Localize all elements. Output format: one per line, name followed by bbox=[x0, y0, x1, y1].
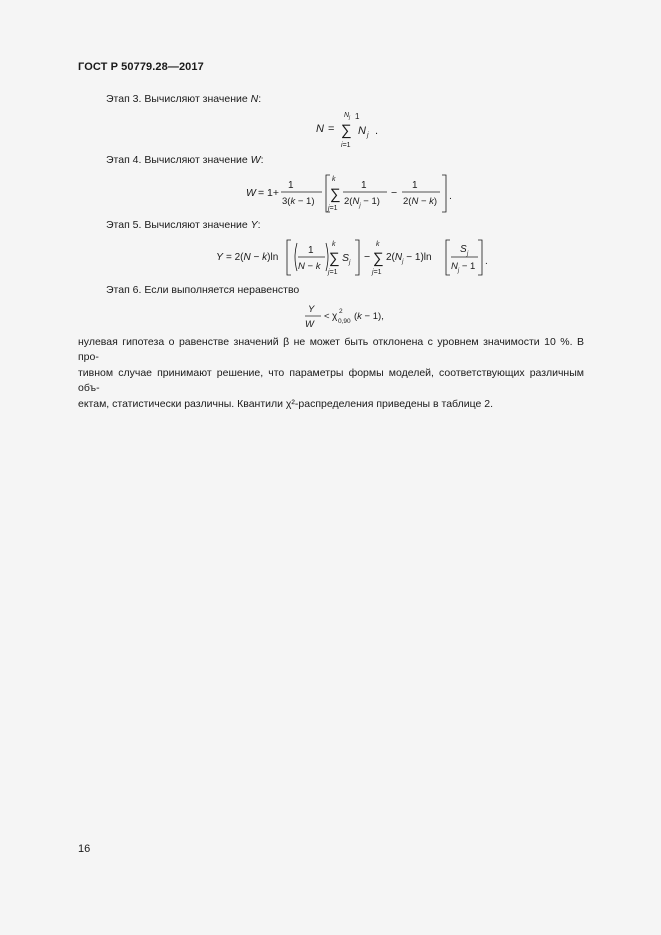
svg-text:j: j bbox=[467, 251, 469, 257]
svg-text:1: 1 bbox=[308, 245, 314, 256]
formula-inequality bbox=[304, 301, 394, 331]
svg-text:N: N bbox=[358, 125, 366, 137]
page-number: 16 bbox=[78, 843, 91, 855]
svg-text:N: N bbox=[316, 123, 324, 135]
step-5-suffix: : bbox=[257, 219, 261, 231]
svg-text:1: 1 bbox=[288, 180, 294, 191]
svg-text:.: . bbox=[449, 190, 452, 202]
step-3-prefix: Этап 3. Вычисляют значение bbox=[106, 93, 251, 105]
svg-text:1: 1 bbox=[361, 180, 367, 191]
svg-text:k: k bbox=[376, 241, 380, 248]
conclusion-line-1: нулевая гипотеза о равенстве значений β не может быть отклонена с уровнем значимости 10 %. В про- bbox=[78, 336, 584, 364]
svg-text:= 1+: = 1+ bbox=[258, 187, 280, 199]
svg-text:j: j bbox=[367, 132, 369, 139]
svg-text:S: S bbox=[342, 252, 350, 264]
svg-text:Y: Y bbox=[308, 304, 315, 315]
svg-text:j: j bbox=[349, 115, 351, 121]
svg-text:N: N bbox=[344, 112, 350, 119]
svg-text:0,90: 0,90 bbox=[338, 318, 351, 325]
svg-text:2(Nj − 1)ln: $2(N_j - 1)\ln$ bbox=[386, 252, 432, 265]
svg-text:j=1: j=1 bbox=[328, 205, 338, 212]
svg-text:W: W bbox=[246, 187, 256, 199]
svg-text:Y: Y bbox=[216, 251, 224, 263]
step-4-label bbox=[106, 154, 263, 166]
formula-w bbox=[244, 172, 454, 216]
step-5-var: Y bbox=[250, 219, 258, 231]
svg-text:<: < bbox=[324, 311, 330, 322]
svg-text:(k − 1),: (k − 1), bbox=[354, 311, 384, 322]
svg-text:j: j bbox=[349, 259, 351, 266]
svg-text:∑: ∑ bbox=[329, 250, 340, 267]
step-5-prefix: Этап 5. Вычисляют значение bbox=[106, 219, 251, 231]
step-4-prefix: Этап 4. Вычисляют значение bbox=[106, 154, 251, 166]
svg-text:.: . bbox=[375, 125, 379, 137]
svg-text:2: 2 bbox=[339, 308, 343, 315]
svg-text:2(N − k): 2(N − k) bbox=[403, 196, 438, 207]
step-3-label bbox=[106, 93, 261, 105]
step-6-prefix: Этап 6. Если выполняется неравенство bbox=[106, 284, 300, 296]
conclusion-line-2: тивном случае принимают решение, что параметры формы моделей, соответствующих различным объ- bbox=[78, 366, 584, 395]
formula-y bbox=[214, 238, 488, 278]
svg-text:∑: ∑ bbox=[341, 122, 352, 139]
svg-text:S: S bbox=[460, 244, 467, 255]
svg-text:1: 1 bbox=[355, 112, 360, 121]
step-5-label bbox=[106, 219, 261, 231]
svg-text:1: 1 bbox=[412, 180, 418, 191]
svg-text:2(Nj − 1): $2(N_j - 1)$ bbox=[344, 196, 380, 209]
svg-text:j=1: j=1 bbox=[372, 269, 382, 276]
svg-text:W: W bbox=[305, 319, 314, 330]
svg-text:k: k bbox=[332, 176, 336, 183]
svg-text:3(k − 1): 3(k − 1) bbox=[282, 196, 315, 207]
step-3-var: N bbox=[250, 93, 259, 105]
document-header: ГОСТ Р 50779.28—2017 bbox=[78, 61, 204, 73]
svg-text:∑: ∑ bbox=[373, 250, 384, 267]
svg-text:= 2(N − k)ln: = 2(N − k)ln bbox=[226, 252, 279, 263]
step-4-var: W bbox=[250, 154, 261, 166]
step-3-suffix: : bbox=[258, 93, 262, 105]
svg-text:N − k: N − k bbox=[298, 261, 321, 272]
formula-n bbox=[312, 110, 392, 152]
svg-text:=: = bbox=[328, 123, 335, 135]
step-4-suffix: : bbox=[260, 154, 264, 166]
svg-text:Nj − 1: $N_j - 1$ bbox=[451, 261, 476, 274]
conclusion-paragraph bbox=[78, 335, 584, 412]
step-6-label bbox=[106, 284, 299, 296]
svg-text:−: − bbox=[364, 251, 371, 263]
svg-text:.: . bbox=[485, 256, 488, 267]
svg-text:k: k bbox=[332, 241, 336, 248]
svg-text:χ: χ bbox=[332, 311, 338, 322]
svg-text:−: − bbox=[391, 187, 398, 199]
svg-text:i=1: i=1 bbox=[341, 142, 351, 149]
svg-text:j=1: j=1 bbox=[328, 269, 338, 276]
conclusion-line-3: ектам, статистически различны. Квантили χ²-распределения приведены в таблице 2. bbox=[78, 397, 493, 410]
svg-text:∑: ∑ bbox=[330, 186, 341, 203]
